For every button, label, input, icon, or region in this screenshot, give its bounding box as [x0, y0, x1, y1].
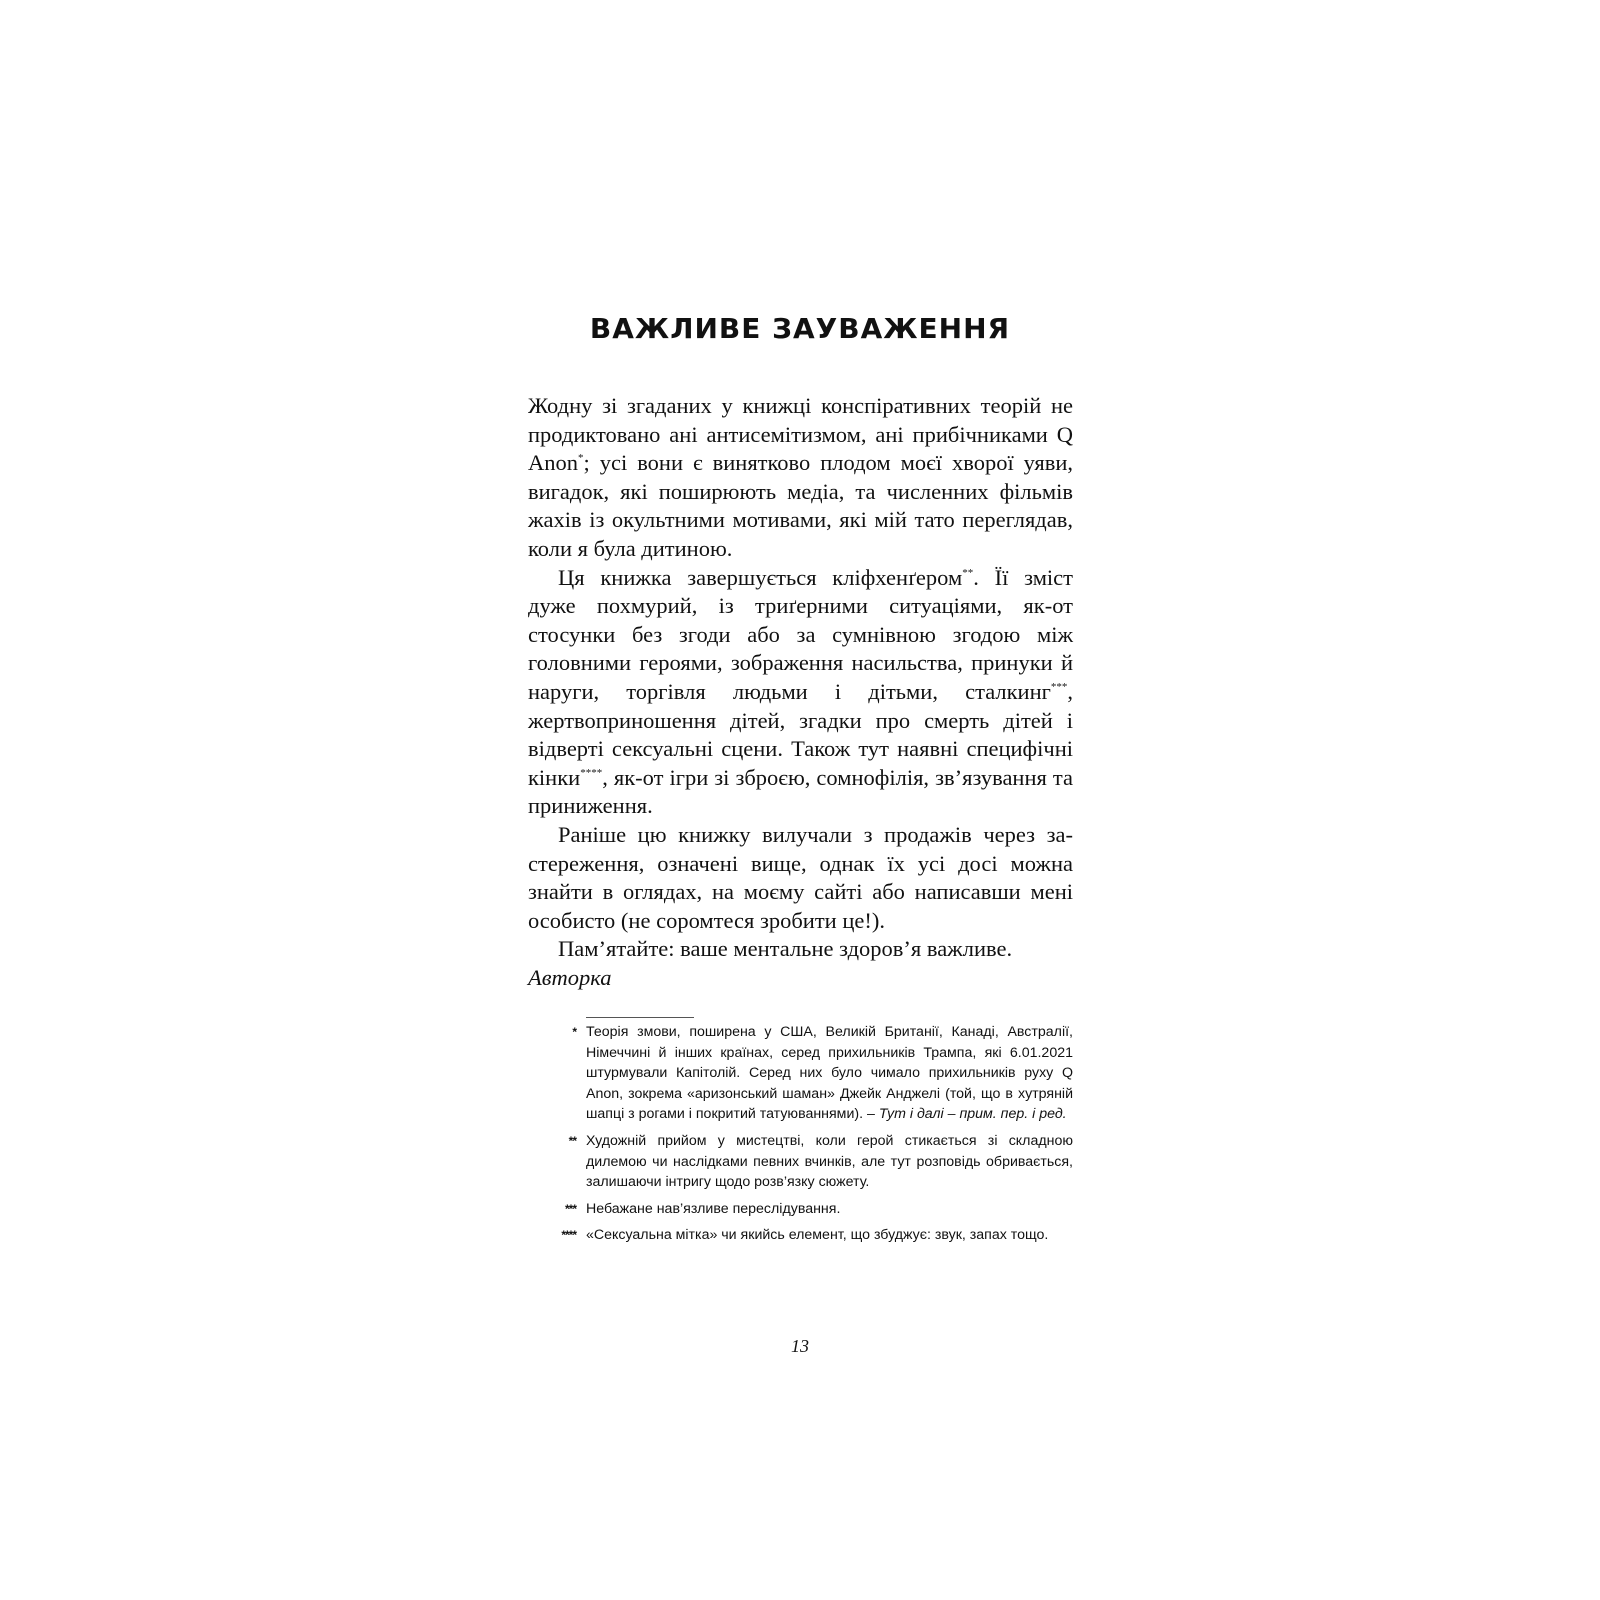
footnote-mark: ***	[564, 1201, 576, 1216]
paragraph-2	[528, 564, 1073, 821]
page-number: 13	[791, 1336, 809, 1356]
author-signature: Авторка	[528, 964, 612, 990]
footnote-text: «Сексуальна мітка» чи якийсь елемент, що збуджує: звук, запах тощо.	[586, 1227, 1049, 1244]
paragraph-1-text-a: Жодну зі згаданих у книжці конспіративних теорій не продиктовано ані антисемітизмом, ані прибічниками Q Anon	[528, 393, 1073, 476]
footnote-3	[548, 1199, 1073, 1220]
main-text	[528, 392, 1073, 992]
paragraph-2-text-b: . Її зміст дуже похмурий, із триґерними ситуаціями, як-от стосунки без згоди або за сумнівною згодою між головними героями, зображення насильства, принуки й наруги, торгівля людьми і дітьми, сталкинг	[528, 564, 1074, 704]
footnote-ref-4: ****	[580, 766, 603, 779]
paragraph-2-text-c: , жертвоприношення дітей, згадки про смерть дітей і відверті сексуальні сцени. Також тут наявні специфічні кінки	[528, 678, 1073, 790]
footnote-4	[548, 1225, 1073, 1246]
footnote-text: Художній прийом у мистецтві, коли герой стикається зі складною дилемою чи наслідками певних вчинків, але тут розповідь обривається, залишаючи інтригу щодо розв’язку сюжету.	[586, 1132, 1073, 1191]
footnote-text	[586, 1022, 1073, 1125]
footnote-ref-2: **	[962, 566, 974, 579]
footnote-1	[548, 1022, 1073, 1125]
footnote-ref-3: ***	[1050, 680, 1068, 693]
footnote-mark: **	[568, 1133, 576, 1148]
paragraph-4: Пам’ятайте: ваше ментальне здоров’я важливе.	[558, 936, 1013, 962]
footnote-1-body: Теорія змови, поширена у США, Великій Британії, Канаді, Австралії, Німеччині й інших країнах, серед прихильників Трампа, які 6.01.2021 штурмували Капітолій. Серед них було чимало прихильників руху Q Anon, зокрема «аризонський шаман» Джейк Анджелі (той, що в хутряній шапці з рогами і покритий татуюваннями). –	[586, 1024, 1073, 1123]
footnote-mark: *	[572, 1025, 576, 1039]
paragraph-1	[528, 392, 1073, 564]
footnotes	[548, 1022, 1073, 1252]
paragraph-1-text-b: ; усі вони є винятково плодом моєї хворої уяви, вигадок, які поширюють медіа, та численних фільмів жахів із окультними мотивами, які мій тато переглядав, коли я була дитиною.	[528, 450, 1073, 561]
paragraph-2-text-d: , як-от ігри зі зброєю, сомнофілія, зв’язування та приниження.	[528, 764, 1073, 819]
page-title: ВАЖЛИВЕ ЗАУВАЖЕННЯ	[589, 312, 1011, 345]
paragraph-3: Раніше цю книжку вилучали з продажів через застереження, означені вище, однак їх усі досі можна знайти в оглядах, на моєму сайті або написавши мені особисто (не соромтеся зробити це!).	[528, 821, 1073, 933]
paragraph-2-text-a: Ця книжка завершується кліфхенґером	[558, 564, 963, 590]
footnote-ref-1: *	[578, 452, 584, 465]
footnote-1-editor-note: Тут і далі – прим. пер. і ред.	[878, 1106, 1067, 1123]
footnote-text: Небажане нав’язливе переслідування.	[586, 1200, 841, 1217]
footnote-separator	[586, 1017, 694, 1018]
footnote-2	[548, 1131, 1073, 1193]
footnote-mark: ****	[561, 1228, 576, 1243]
